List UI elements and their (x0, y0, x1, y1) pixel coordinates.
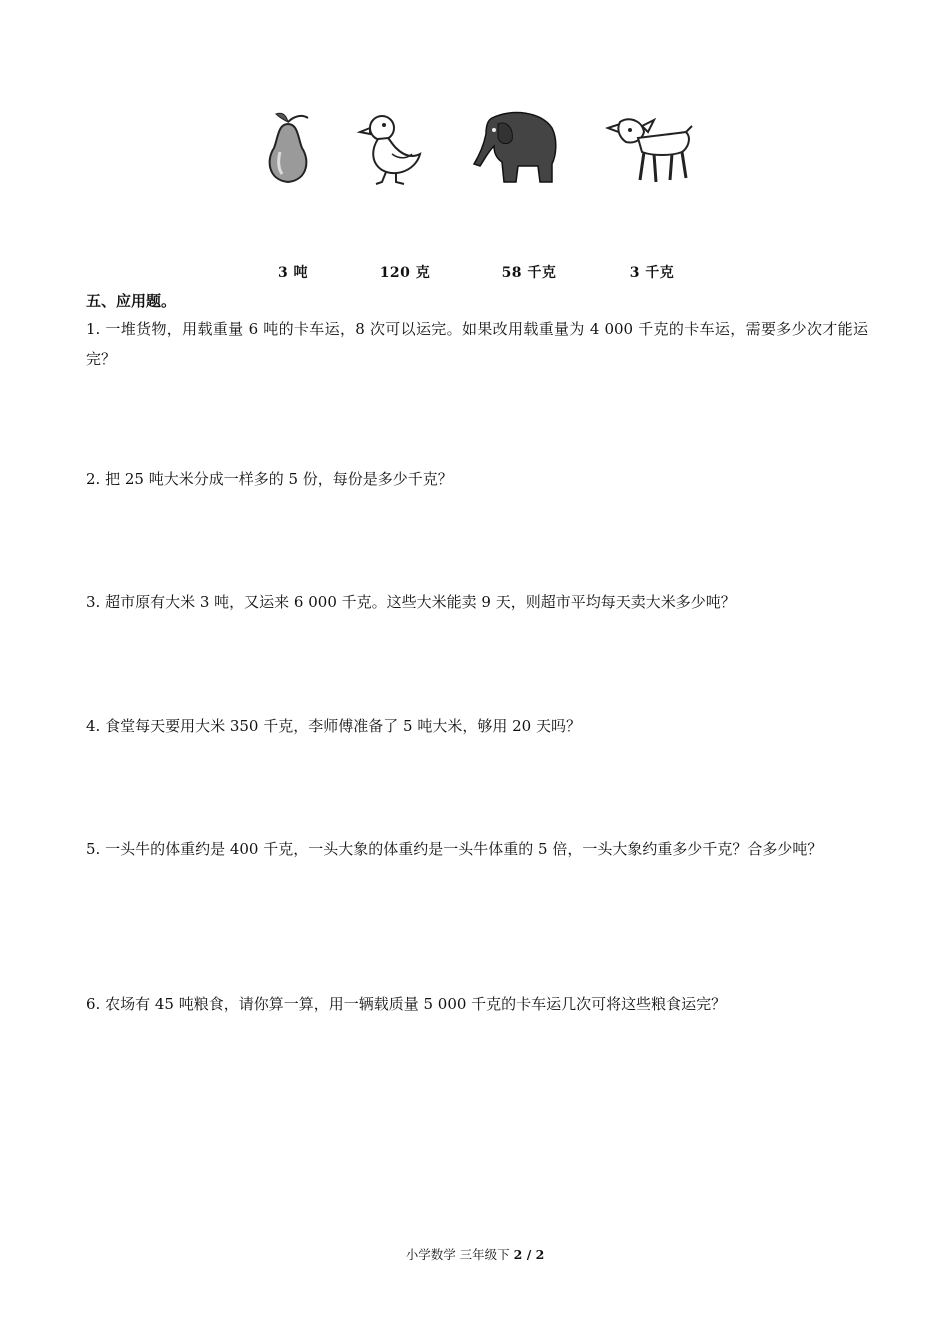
question-3: 3. 超市原有大米 3 吨，又运来 6 000 千克。这些大米能卖 9 天，则超市平均每天卖大米多少吨？ (86, 593, 736, 611)
question-2: 2. 把 25 吨大米分成一样多的 5 份，每份是多少千克？ (86, 470, 453, 488)
lamb-icon (602, 108, 694, 188)
lamb-label: 3 千克 (629, 265, 675, 281)
question-6: 6. 农场有 45 吨粮食，请你算一算，用一辆载质量 5 000 千克的卡车运几次可将这些粮食运完？ (86, 995, 727, 1013)
duck-icon (356, 108, 426, 188)
section-title: 五、应用题。 (86, 292, 177, 310)
question-1: 1. 一堆货物，用载重量 6 吨的卡车运，8 次可以运完。如果改用载重量为 4 000 千克的卡车运，需要多少次才能运完？ (86, 320, 868, 368)
footer-text: 小学数学 三年级下 (405, 1247, 514, 1262)
page-footer (0, 1245, 950, 1263)
elephant-label: 58 千克 (501, 265, 557, 281)
elephant-icon (472, 108, 562, 188)
question-4: 4. 食堂每天要用大米 350 千克，李师傅准备了 5 吨大米，够用 20 天吗？ (86, 717, 581, 735)
picture-labels (240, 262, 720, 286)
question-5: 5. 一头牛的体重约是 400 千克，一头大象的体重约是一头牛体重的 5 倍，一头大象约重多少千克？合多少吨？ (86, 840, 823, 858)
page-number: 2 / 2 (513, 1247, 545, 1262)
pear-icon (258, 108, 318, 188)
pear-label: 3 吨 (277, 265, 309, 281)
duck-label: 120 克 (379, 265, 431, 281)
animal-pictures-row (240, 108, 720, 208)
